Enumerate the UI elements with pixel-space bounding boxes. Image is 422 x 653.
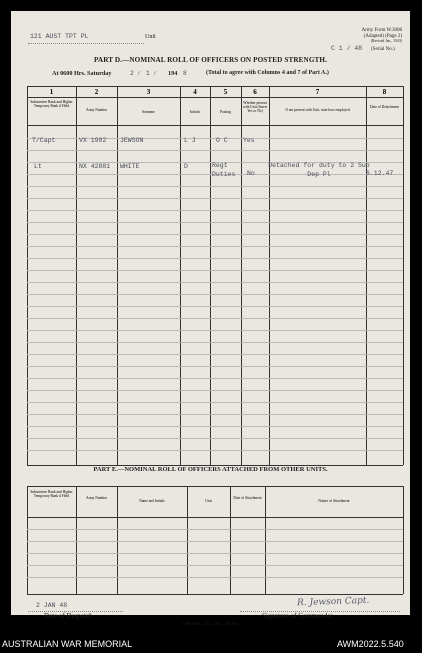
unit-dotted-line: [28, 43, 144, 44]
row1-surname: JEWSON: [120, 137, 144, 144]
footer-left: AUSTRALIAN WAR MEMORIAL: [2, 639, 133, 649]
part-d-colnum-3: 3: [146, 88, 151, 96]
part-d-date-month: 1: [146, 70, 150, 77]
row2-initials: D: [184, 163, 188, 170]
part-e-header-army-number: Army Number: [85, 496, 108, 500]
serial-label: (Serial No.): [371, 47, 395, 52]
row1-present: Yes: [243, 137, 255, 144]
part-d-colnum-6: 6: [253, 88, 257, 96]
part-d-colnum-4: 4: [193, 88, 197, 96]
row2-surname: WHITE: [120, 163, 140, 170]
form-number: Army Form W.3008: [361, 28, 402, 33]
part-d-header-present: Whether present with Unit (Insert Yes or No): [243, 101, 267, 114]
part-d-title: PART D.—NOMINAL ROLL OF OFFICERS ON POSTED STRENGTH.: [93, 56, 328, 64]
row2-posting: Regt Duties: [212, 162, 236, 178]
part-e-header-rank: Substantive Rank and Higher Temporary Rank if Held: [30, 490, 73, 499]
commander-signature: R. Jewson Capt.: [296, 595, 370, 609]
part-d-date-prefix: At 0600 Hrs. Saturday: [52, 70, 112, 77]
part-e-header-unit: Unit: [205, 499, 212, 503]
part-e-header-nature: Nature of Attachment: [318, 499, 350, 503]
row1-army-number: VX 1902: [79, 137, 107, 144]
form-adapted: (Adapted) (Page 2): [363, 33, 402, 39]
part-d-colnum-1: 1: [49, 88, 54, 96]
part-d-header-employment: If not present with Unit, state how employed.: [285, 108, 351, 112]
row2-rank: Lt: [34, 163, 42, 170]
part-d-date-year-digit: 8: [183, 70, 187, 77]
part-d-header-posting: Posting: [220, 110, 231, 114]
printer-line: 3 MD Form—322—5/46—1M. Pods: [182, 622, 239, 626]
part-d-header-detachment-date: Date of Detachment: [370, 105, 399, 109]
unit-typed: 121 AUST TPT PL: [30, 33, 89, 40]
part-d-colnum-5: 5: [223, 88, 228, 96]
row2-present: No: [247, 170, 255, 177]
part-d-header-army-number: Army Number: [85, 108, 108, 112]
form-revised: (Revised Jan., 1943): [370, 39, 402, 43]
signature-label: Signature of Commander: [262, 612, 333, 620]
part-d-colnum-8: 8: [382, 88, 387, 96]
part-e-title: PART E.—NOMINAL ROLL OF OFFICERS ATTACHED FROM OTHER UNITS.: [93, 466, 328, 473]
footer-right: AWM2022.5.540: [337, 639, 404, 649]
part-d-colnum-2: 2: [94, 88, 99, 96]
unit-label: Unit: [145, 34, 156, 40]
despatch-label: Date of Despatch: [44, 612, 93, 620]
footer-bar: [0, 634, 422, 653]
part-d-header-initials: Initials: [190, 110, 200, 114]
row2-detachment-date: 6.12.47: [366, 170, 394, 177]
part-d-date-day: 2: [130, 70, 134, 77]
row2-employment: Detached for duty to 2 Sup Dep Pl: [268, 162, 370, 178]
part-d-date-year: 194: [168, 70, 178, 77]
part-d-colnum-7: 7: [315, 88, 320, 96]
part-d-header-rank: Substantive Rank and Higher Temporary Rank if Held: [30, 100, 73, 109]
form-number-block: [318, 28, 402, 45]
part-d-header-surname: Surname: [142, 110, 155, 114]
part-e-header-attachment-date: Date of Attachment: [233, 496, 262, 500]
serial-typed: C 1 / 48: [331, 45, 363, 52]
despatch-date-typed: 2 JAN 48: [36, 602, 68, 609]
part-e-header-name: Name and Initials: [139, 499, 165, 503]
row1-rank: T/Capt: [32, 137, 56, 144]
part-d-date-note: (Total to agree with Columns 4 and 7 of Part A.): [206, 70, 329, 76]
row1-posting: O C: [216, 137, 228, 144]
row1-initials: L J: [184, 137, 196, 144]
row2-army-number: NX 42881: [79, 163, 111, 170]
